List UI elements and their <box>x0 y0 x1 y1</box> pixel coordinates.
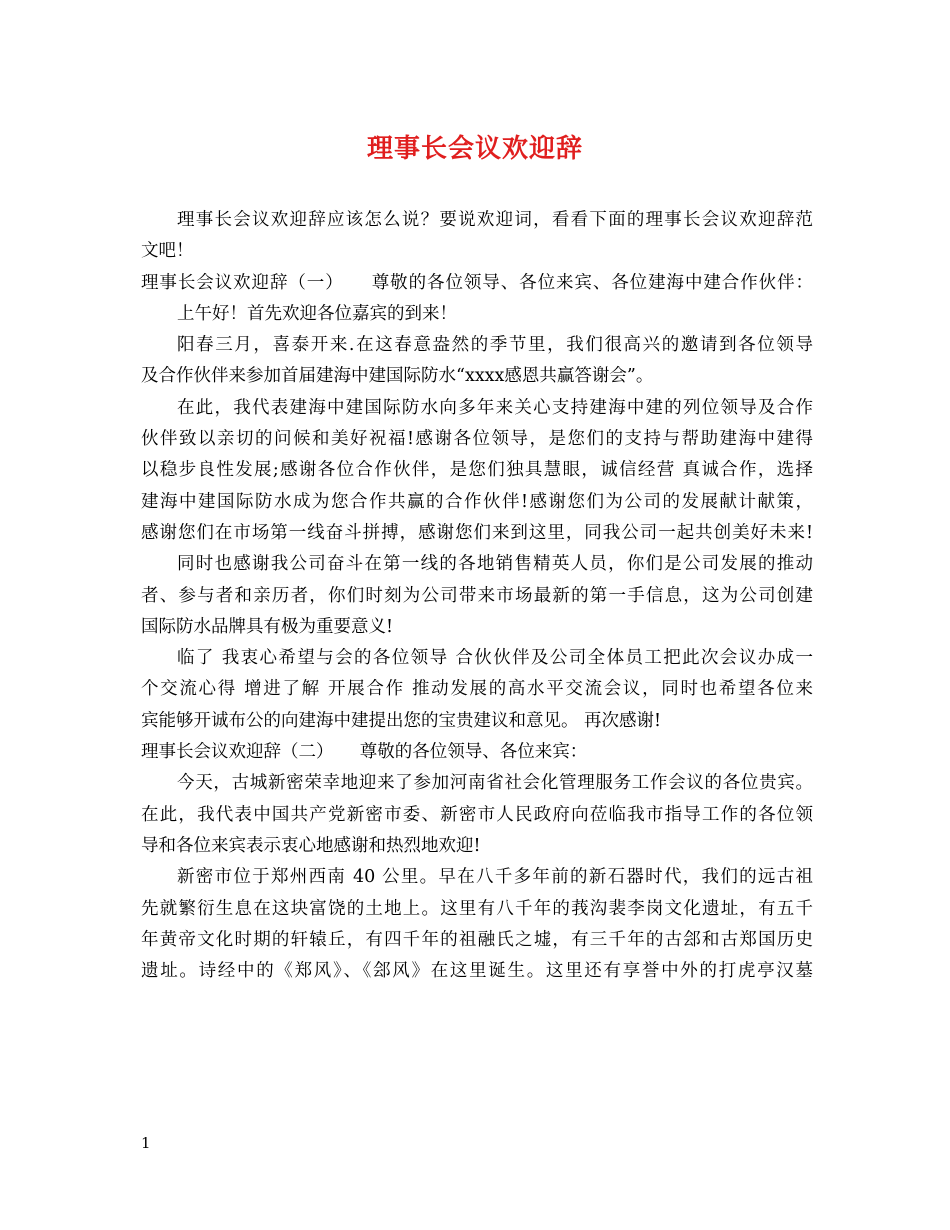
text-line: 建海中建国际防水成为您合作共赢的合作伙伴!感谢您们为公司的发展献计献策， <box>141 491 813 512</box>
text-line: 导和各位来宾表示衷心地感谢和热烈地欢迎! <box>141 835 481 856</box>
text-line: 新密市位于郑州西南 40 公里。早在八千多年前的新石器时代，我们的远古祖 <box>177 867 813 888</box>
page-number: 1 <box>141 1134 151 1152</box>
text-line: 宾能够开诚布公的向建海中建提出您的宝贵建议和意见。 再次感谢! <box>141 710 662 731</box>
text-line: 以稳步良性发展;感谢各位合作伙伴，是您们独具慧眼，诚信经营 真诚合作，选择 <box>141 460 813 481</box>
text-line: 在此，我代表建海中建国际防水向多年来关心支持建海中建的列位领导及合作 <box>177 397 813 418</box>
text-line: 伙伴致以亲切的问候和美好祝福!感谢各位领导，是您们的支持与帮助建海中建得 <box>141 429 813 450</box>
text-line: 理事长会议欢迎辞（二） 尊敬的各位领导、各位来宾： <box>141 742 588 763</box>
text-line: 遗址。诗经中的《郑风》、《郐风》在这里诞生。这里还有享誉中外的打虎亭汉墓 <box>141 961 813 982</box>
text-line: 感谢您们在市场第一线奋斗拼搏，感谢您们来到这里，同我公司一起共创美好未来! <box>141 522 813 543</box>
text-line: 者、参与者和亲历者，你们时刻为公司带来市场最新的第一手信息，这为公司创建 <box>141 585 813 606</box>
text-line: 及合作伙伴来参加首届建海中建国际防水“xxxx感恩共赢答谢会”。 <box>141 366 654 387</box>
text-line: 同时也感谢我公司奋斗在第一线的各地销售精英人员，你们是公司发展的推动 <box>177 554 813 575</box>
text-line: 文吧！ <box>141 241 194 262</box>
text-line: 年黄帝文化时期的轩辕丘，有四千年的祖融氏之墟，有三千年的古郐和古郑国历史 <box>141 929 813 950</box>
text-line: 在此，我代表中国共产党新密市委、新密市人民政府向莅临我市指导工作的各位领 <box>141 804 813 825</box>
text-line: 理事长会议欢迎辞（一） 尊敬的各位领导、各位来宾、各位建海中建合作伙伴： <box>141 272 813 293</box>
text-line: 今天，古城新密荣幸地迎来了参加河南省社会化管理服务工作会议的各位贵宾。 <box>177 773 813 794</box>
text-line: 临了 我衷心希望与会的各位领导 合伙伙伴及公司全体员工把此次会议办成一 <box>177 648 813 669</box>
text-line: 个交流心得 增进了解 开展合作 推动发展的高水平交流会议，同时也希望各位来 <box>141 679 813 700</box>
text-line: 理事长会议欢迎辞应该怎么说？要说欢迎词，看看下面的理事长会议欢迎辞范 <box>177 210 813 230</box>
document-title: 理事长会议欢迎辞 <box>366 134 583 164</box>
text-line: 阳春三月，喜泰开来.在这春意盎然的季节里，我们很高兴的邀请到各位领导 <box>177 335 813 356</box>
text-line: 上午好！首先欢迎各位嘉宾的到来！ <box>177 303 457 324</box>
text-line: 先就繁衍生息在这块富饶的土地上。这里有八千年的莪沟裴李岗文化遗址，有五千 <box>141 898 813 919</box>
document-body <box>141 205 813 987</box>
text-line: 国际防水品牌具有极为重要意义! <box>141 616 394 637</box>
